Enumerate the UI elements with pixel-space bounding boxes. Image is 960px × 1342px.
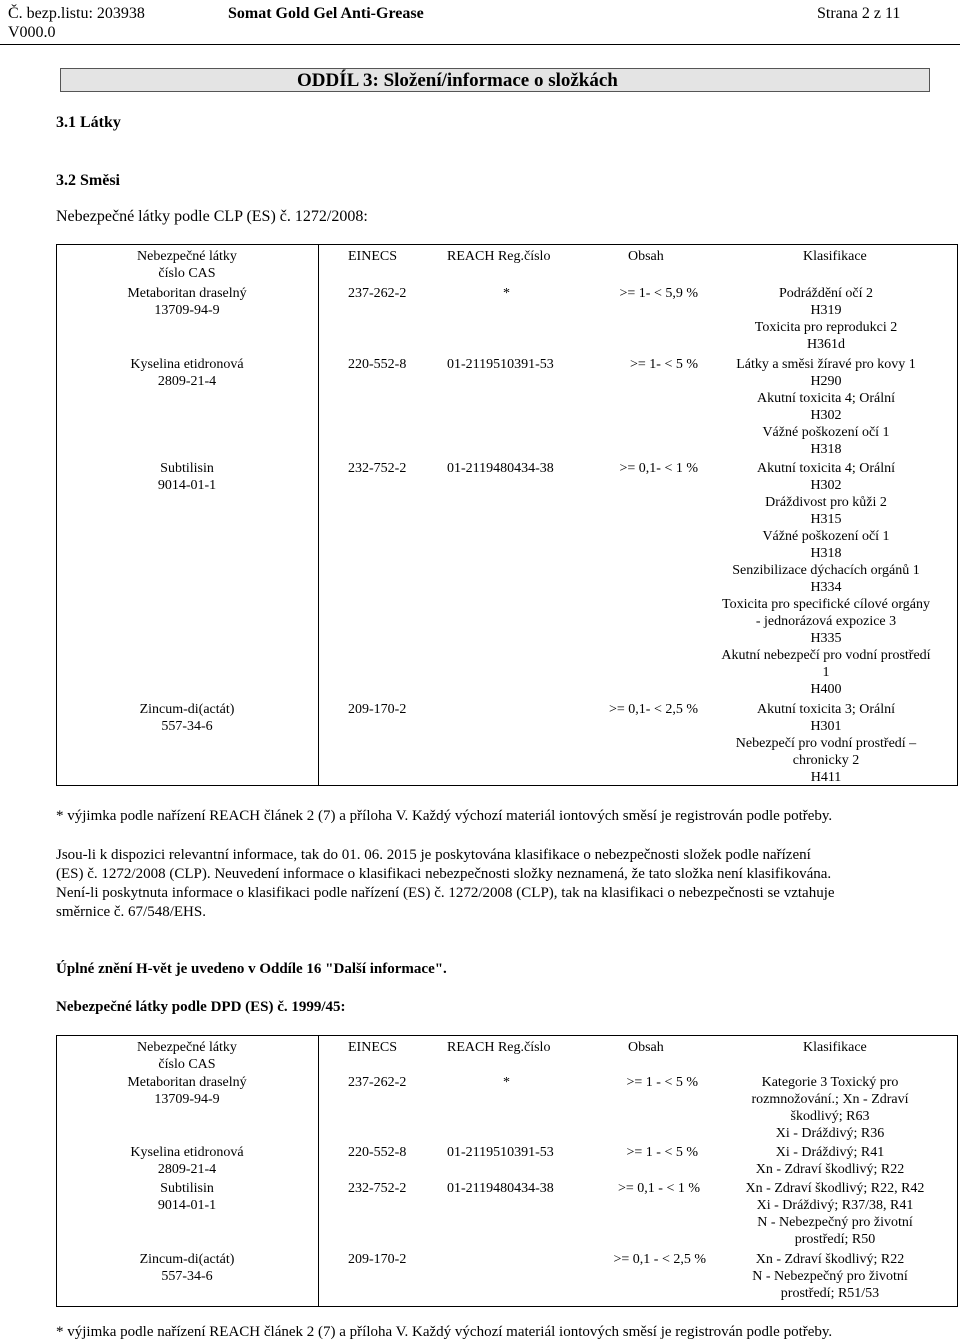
- clp-table-divider: [318, 244, 319, 786]
- product-name: Somat Gold Gel Anti-Grease: [228, 5, 424, 22]
- dpd-heading: Nebezpečné látky podle DPD (ES) č. 1999/45:: [56, 999, 346, 1015]
- version: V000.0: [8, 24, 56, 41]
- clp-row-classification: Látky a směsi žíravé pro kovy 1 H290 Akutní toxicita 4; Orální H302 Vážné poškození očí 1 H318: [736, 357, 916, 457]
- clp-row-einecs: 209-170-2: [348, 702, 407, 717]
- dpd-table-divider: [318, 1035, 319, 1307]
- clp-row-reach: *: [503, 286, 510, 301]
- dpd-row-name: Kyselina etidronová 2809-21-4: [130, 1145, 244, 1177]
- dpd-row-reach: 01-2119510391-53: [447, 1145, 554, 1160]
- clp-row-name: Zincum-di(actát) 557-34-6: [139, 702, 235, 734]
- dpd-row-einecs: 232-752-2: [348, 1181, 407, 1196]
- clp-header-reach: REACH Reg.číslo: [447, 249, 551, 264]
- clp-row-reach: 01-2119480434-38: [447, 461, 554, 476]
- header-rule: [0, 44, 960, 45]
- dpd-row-reach: *: [503, 1075, 510, 1090]
- dpd-row-name: Zincum-di(actát) 557-34-6: [139, 1252, 235, 1284]
- dpd-row-content: >= 1 - < 5 %: [626, 1075, 698, 1090]
- h-phrases-note: Úplné znění H-vět je uvedeno v Oddíle 16 "Další informace".: [56, 961, 447, 977]
- subsection-substances: 3.1 Látky: [56, 114, 121, 131]
- reach-note: * výjimka podle nařízení REACH článek 2 (7) a příloha V. Každý výchozí materiál iontových směsí je registrován podle potřeby.: [56, 808, 833, 824]
- clp-row-einecs: 237-262-2: [348, 286, 407, 301]
- subsection-mixtures: 3.2 Směsi: [56, 172, 120, 189]
- clp-row-content: >= 1- < 5,9 %: [619, 286, 698, 301]
- dpd-row-classification: Xi - Dráždivý; R41 Xn - Zdraví škodlivý; R22: [755, 1145, 905, 1177]
- dpd-header-substance: Nebezpečné látky číslo CAS: [137, 1040, 237, 1072]
- dpd-row-content: >= 1 - < 5 %: [626, 1145, 698, 1160]
- dpd-row-classification: Xn - Zdraví škodlivý; R22, R42 Xi - Dráždivý; R37/38, R41 N - Nebezpečný pro životní prostředí; R50: [745, 1181, 925, 1247]
- dpd-row-einecs: 220-552-8: [348, 1145, 407, 1160]
- clp-header-content: Obsah: [628, 249, 664, 264]
- section-title: ODDÍL 3: Složení/informace o složkách: [297, 70, 618, 91]
- dpd-row-name: Metaboritan draselný 13709-94-9: [127, 1075, 247, 1107]
- clp-row-classification: Akutní toxicita 3; Orální H301 Nebezpečí pro vodní prostředí – chronicky 2 H411: [735, 702, 917, 785]
- dpd-row-name: Subtilisin 9014-01-1: [157, 1181, 217, 1213]
- dpd-row-classification: Xn - Zdraví škodlivý; R22 N - Nebezpečný pro životní prostředí; R51/53: [752, 1252, 908, 1301]
- clp-row-classification: Akutní toxicita 4; Orální H302 Dráždivost pro kůži 2 H315 Vážné poškození očí 1 H318 Senzibilizace dýchacích orgánů 1 H334 Toxicita pro specifické cílové orgány - jednorázová expozice 3 H335 Akutní nebezpečí pro vodní prostředí 1 H400: [721, 461, 931, 697]
- sheet-number: Č. bezp.listu: 203938: [8, 5, 145, 22]
- clp-header-substance: Nebezpečné látky číslo CAS: [137, 249, 237, 281]
- clp-row-classification: Podráždění očí 2 H319 Toxicita pro reprodukci 2 H361d: [754, 286, 898, 352]
- page-number: Strana 2 z 11: [817, 5, 901, 22]
- clp-row-content: >= 1- < 5 %: [629, 357, 698, 372]
- clp-heading: Nebezpečné látky podle CLP (ES) č. 1272/2008:: [56, 208, 368, 225]
- clp-row-name: Metaboritan draselný 13709-94-9: [127, 286, 247, 318]
- dpd-header-reach: REACH Reg.číslo: [447, 1040, 551, 1055]
- clp-row-content: >= 0,1- < 2,5 %: [608, 702, 698, 717]
- dpd-row-einecs: 237-262-2: [348, 1075, 407, 1090]
- dpd-header-einecs: EINECS: [348, 1040, 397, 1055]
- clp-row-einecs: 232-752-2: [348, 461, 407, 476]
- clp-row-reach: 01-2119510391-53: [447, 357, 554, 372]
- dpd-row-reach: 01-2119480434-38: [447, 1181, 554, 1196]
- dpd-header-content: Obsah: [628, 1040, 664, 1055]
- reach-note-bottom: * výjimka podle nařízení REACH článek 2 (7) a příloha V. Každý výchozí materiál iontových směsí je registrován podle potřeby.: [56, 1324, 833, 1340]
- clp-header-classification: Klasifikace: [803, 249, 867, 264]
- clp-row-name: Subtilisin 9014-01-1: [157, 461, 217, 493]
- dpd-header-classification: Klasifikace: [803, 1040, 867, 1055]
- dpd-row-classification: Kategorie 3 Toxický pro rozmnožování.; Xn - Zdraví škodlivý; R63 Xi - Dráždivý; R36: [751, 1075, 909, 1141]
- clp-row-einecs: 220-552-8: [348, 357, 407, 372]
- clp-row-name: Kyselina etidronová 2809-21-4: [130, 357, 244, 389]
- dpd-row-einecs: 209-170-2: [348, 1252, 407, 1267]
- dpd-row-content: >= 0,1 - < 2,5 %: [613, 1252, 706, 1267]
- clp-row-content: >= 0,1- < 1 %: [619, 461, 698, 476]
- dpd-row-content: >= 0,1 - < 1 %: [617, 1181, 700, 1196]
- clp-header-einecs: EINECS: [348, 249, 397, 264]
- clp-paragraph: Jsou-li k dispozici relevantní informace, tak do 01. 06. 2015 je poskytována klasifikace o nebezpečnosti složek podle nařízení (ES) č. 1272/2008 (CLP). Neuvedení informace o klasifikaci nebezpečnosti složky neznamená, že tato složka není klasifikována. Není-li poskytnuta informace o klasifikaci podle nařízení (ES) č. 1272/2008 (CLP), tak na klasifikaci o nebezpečnosti se vztahuje směrnice č. 67/548/EHS.: [56, 847, 835, 920]
